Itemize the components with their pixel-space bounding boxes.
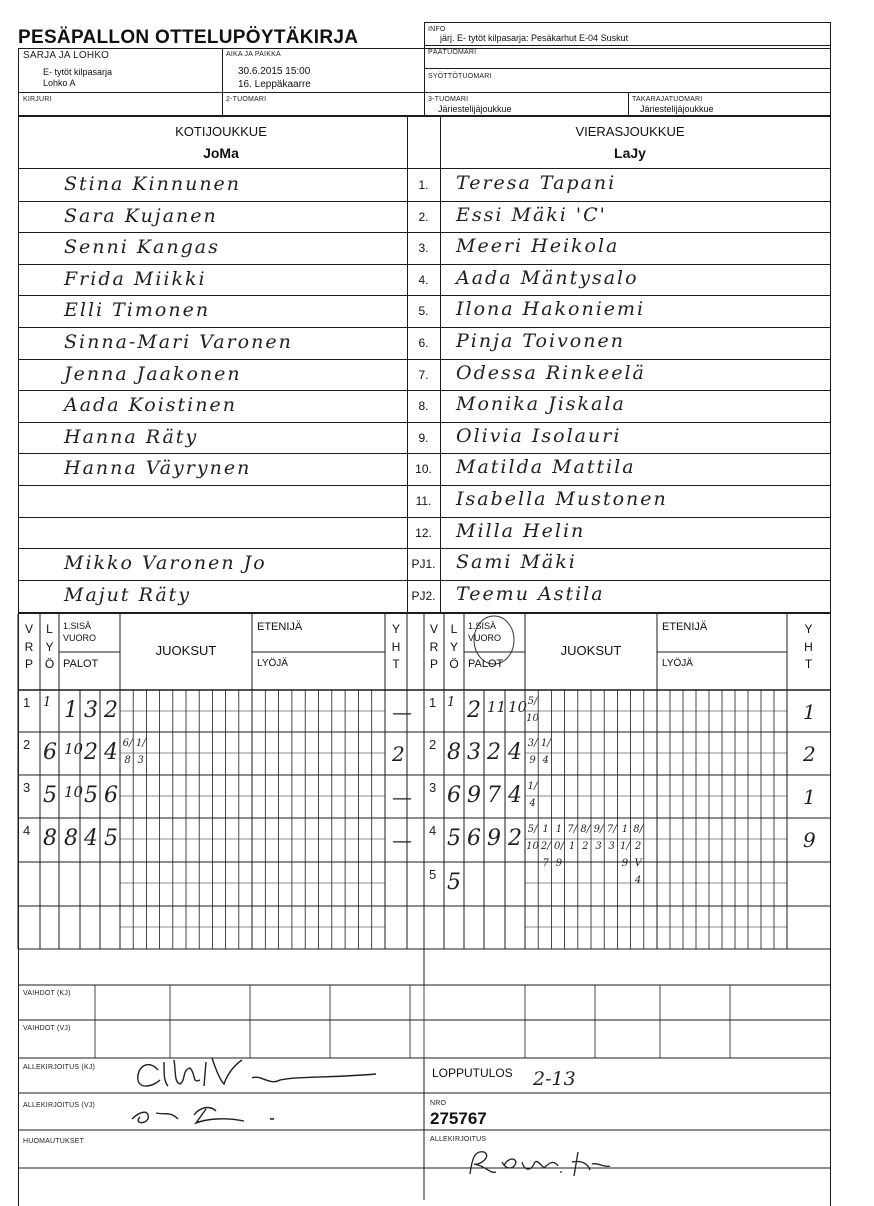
home-header-vrp: R [24,640,34,654]
home-header-etenija: ETENIJÄ [257,621,303,633]
run-entry: 5/10 [526,696,539,724]
away-header-lyoja: LYÖJÄ [662,658,693,669]
inning-number: 4 [23,823,31,838]
away-player-name: Ilona Hakoniemi [456,298,646,320]
pass-entry: 9 [467,783,481,808]
roster-number: 7. [418,368,429,382]
lead-off-batter: 5 [447,826,461,851]
roster-number: 6. [418,336,429,350]
lead-off-batter: 8 [447,740,461,765]
home-header-juoksut: JUOKSUT [155,643,217,658]
home-header-palot: PALOT [63,658,99,670]
pass-entry: 4 [104,740,118,765]
away-header-yht: T [804,657,813,671]
run-entry: 12/7 [540,824,551,869]
time-value-2: 16. Leppäkaarre [238,79,311,90]
home-header-vrp: P [24,657,33,671]
signature-away-label: ALLEKIRJOITUS (VJ) [23,1102,96,1109]
roster-number: 9. [418,431,429,445]
substitutions-away-label: VAIHDOT (VJ) [23,1025,71,1032]
roster-number: 12. [415,526,432,540]
final-score-value: 2-13 [533,1068,576,1090]
pass-entry: 4 [84,826,98,851]
back-referee-label: TAKARAJATUOMARI [632,96,703,103]
inning-total: 2 [803,742,816,766]
away-header: VIERASJOUKKUE [575,124,685,139]
away-player-name: Isabella Mustonen [456,488,668,510]
home-player-name: Frida Miikki [64,268,207,290]
inning-total: — [392,700,412,724]
away-header-juoksut: JUOKSUT [560,643,622,658]
inning-number: 1 [429,695,437,710]
lead-off-batter: 5 [43,783,57,808]
ref3-value: Järiestelijäjoukkue [438,104,512,114]
home-player-name: Stina Kinnunen [64,173,242,195]
run-entry: 3/9 [527,738,538,766]
home-header-lyo: Ö [44,657,55,671]
away-header-palot: PALOT [468,658,504,670]
substitutions-home-label: VAIHDOT (KJ) [23,990,71,997]
run-entry: 8/2 [580,824,591,852]
pass-entry: 10 [64,740,84,758]
inning-total: 9 [803,828,816,852]
pass-entry: 7 [487,783,501,808]
roster-number: 1. [418,178,429,192]
home-player-name: Jenna Jaakonen [64,363,242,385]
time-label: AIKA JA PAIKKA [226,51,281,58]
pass-entry: 3 [467,740,481,765]
home-player-name: Sinna-Mari Varonen [64,331,293,353]
pass-entry: 9 [487,826,501,851]
pass-entry: 4 [508,783,522,808]
match-number-label: NRO [430,1100,447,1107]
pass-entry: 2 [508,826,522,851]
inning-number: 2 [23,737,31,752]
inning-total: 1 [803,700,816,724]
away-player-name: Aada Mäntysalo [456,267,639,289]
lead-off-batter: 5 [447,870,461,895]
time-value-1: 30.6.2015 15:00 [238,66,311,77]
away-player-name: Milla Helin [456,520,586,542]
run-entry: 8/2V4 [633,824,643,886]
home-player-name: Sara Kujanen [64,205,218,227]
home-header-sisa: 1.SISÄ [63,621,92,631]
away-player-name: Essi Mäki 'C' [456,204,607,226]
inning-total: 2 [392,742,405,766]
run-entry: 1/4 [540,738,551,766]
run-entry: 6/8 [122,738,133,766]
away-header-sisa: 1.SISÄ [468,621,497,631]
remarks-label: HUOMAUTUKSET [23,1138,85,1145]
roster-number: 10. [415,462,432,476]
home-captain-signature [120,1050,390,1094]
away-header-lyo: Ö [449,657,459,671]
pass-entry: 11 [487,698,507,716]
pass-entry: 10 [64,783,84,801]
final-score-label: LOPPUTULOS [432,1066,513,1080]
run-entry: 5/10 [526,824,539,852]
away-player-name: Olivia Isolauri [456,425,622,447]
inning-number: 3 [23,780,31,795]
roster-number: 8. [418,399,429,413]
run-entry: 10/9 [554,824,564,869]
run-entry: 1/3 [135,738,146,766]
away-header-yht: Y [804,622,813,636]
pass-entry: 5 [84,783,98,808]
run-entry: 11/9 [620,824,630,869]
pass-entry: 4 [508,740,522,765]
away-header-yht: H [804,640,813,654]
info-value: järj. E- tytöt kilpasarja: Pesäkarhut E-04 Suskut [440,33,629,43]
away-header-etenija: ETENIJÄ [662,621,708,633]
home-team-name: JoMa [203,145,239,161]
away-header-lyo: L [450,622,458,636]
pass-entry: 3 [84,698,98,723]
inning-total: — [392,785,412,809]
away-player-name: Monika Jiskala [456,393,626,415]
home-player-name: Elli Timonen [64,299,211,321]
pass-entry: 1 [64,698,78,723]
lead-off-batter: 1 [43,695,52,710]
inning-number: 1 [23,695,31,710]
roster-number: 11. [415,494,432,508]
away-coach-name: Sami Mäki [456,551,577,573]
away-player-name: Meeri Heikola [456,235,620,257]
back-referee-value: Järiestelijäjoukkue [640,104,714,114]
home-player-name: Hanna Väyrynen [64,457,252,479]
pitch-referee-label: SYÖTTÖTUOMARI [428,73,492,80]
pass-entry: 6 [104,783,118,808]
signature-label: ALLEKIRJOITUS [430,1136,487,1143]
roster-number: PJ2. [411,589,436,603]
lead-off-batter: 6 [43,740,57,765]
ref2-label: 2-TUOMARI [226,96,267,103]
inning-total: 1 [803,785,816,809]
run-entry: 1/4 [527,781,538,809]
info-label: INFO [428,26,446,33]
ref3-label: 3-TUOMARI [428,96,469,103]
official-signature [460,1140,620,1184]
pass-entry: 10 [508,698,528,716]
inning-total: — [392,828,412,852]
home-header-yht: T [392,657,400,671]
away-header-lyo: Y [449,640,458,654]
lead-off-batter: 8 [43,826,57,851]
away-coach-name: Teemu Astila [456,583,605,605]
lead-off-batter: 1 [447,695,456,710]
away-player-name: Odessa Rinkeelä [456,362,646,384]
inning-number: 2 [429,737,437,752]
lead-off-batter: 6 [447,783,461,808]
roster-number: 2. [418,210,429,224]
pass-entry: 2 [84,740,98,765]
home-header-lyo: L [46,622,53,636]
run-entry: 7/1 [567,824,577,852]
home-player-name: Aada Koistinen [64,394,237,416]
run-entry: 7/3 [606,824,617,852]
away-player-name: Teresa Tapani [456,172,617,194]
home-header-yht: Y [391,622,400,636]
home-player-name: Hanna Räty [64,426,199,448]
away-captain-signature [120,1095,300,1131]
series-value-1: E- tytöt kilpasarja [43,67,113,77]
home-header: KOTIJOUKKUE [175,124,267,139]
pass-entry: 8 [64,826,78,851]
pass-entry: 2 [104,698,118,723]
series-label: SARJA JA LOHKO [23,50,110,61]
pass-entry: 2 [487,740,501,765]
away-header-vuoro: VUORO [468,633,502,643]
home-header-yht: H [391,640,401,654]
roster-number: PJ1. [411,557,436,571]
roster-number: 3. [418,241,429,255]
signature-home-label: ALLEKIRJOITUS (KJ) [23,1064,96,1071]
away-header-vrp: P [429,657,438,671]
away-player-name: Matilda Mattila [456,456,636,478]
roster-number: 5. [418,304,429,318]
match-number-value: 275767 [430,1109,487,1128]
pass-entry: 5 [104,826,118,851]
home-header-lyo: Y [45,640,54,654]
away-header-vrp: V [429,622,438,636]
series-value-2: Lohko A [43,78,76,88]
home-coach-name: Mikko Varonen Jo [64,552,267,574]
pass-entry: 2 [467,698,481,723]
inning-number: 3 [429,780,437,795]
head-referee-label: PÄÄTUOMARI [428,49,477,56]
inning-number: 4 [429,823,437,838]
form-title: PESÄPALLON OTTELUPÖYTÄKIRJA [18,27,359,48]
away-team-name: LaJy [614,145,646,161]
away-player-name: Pinja Toivonen [456,330,625,352]
pass-entry: 6 [467,826,481,851]
inning-number: 5 [429,867,437,882]
recorder-label: KIRJURI [23,96,52,103]
home-header-vuoro: VUORO [63,633,97,643]
home-coach-name: Majut Räty [64,584,192,606]
home-header-lyoja: LYÖJÄ [257,658,288,669]
home-header-vrp: V [24,622,33,636]
home-player-name: Senni Kangas [64,236,220,258]
run-entry: 9/3 [593,824,604,852]
away-header-vrp: R [429,640,439,654]
roster-number: 4. [418,273,429,287]
